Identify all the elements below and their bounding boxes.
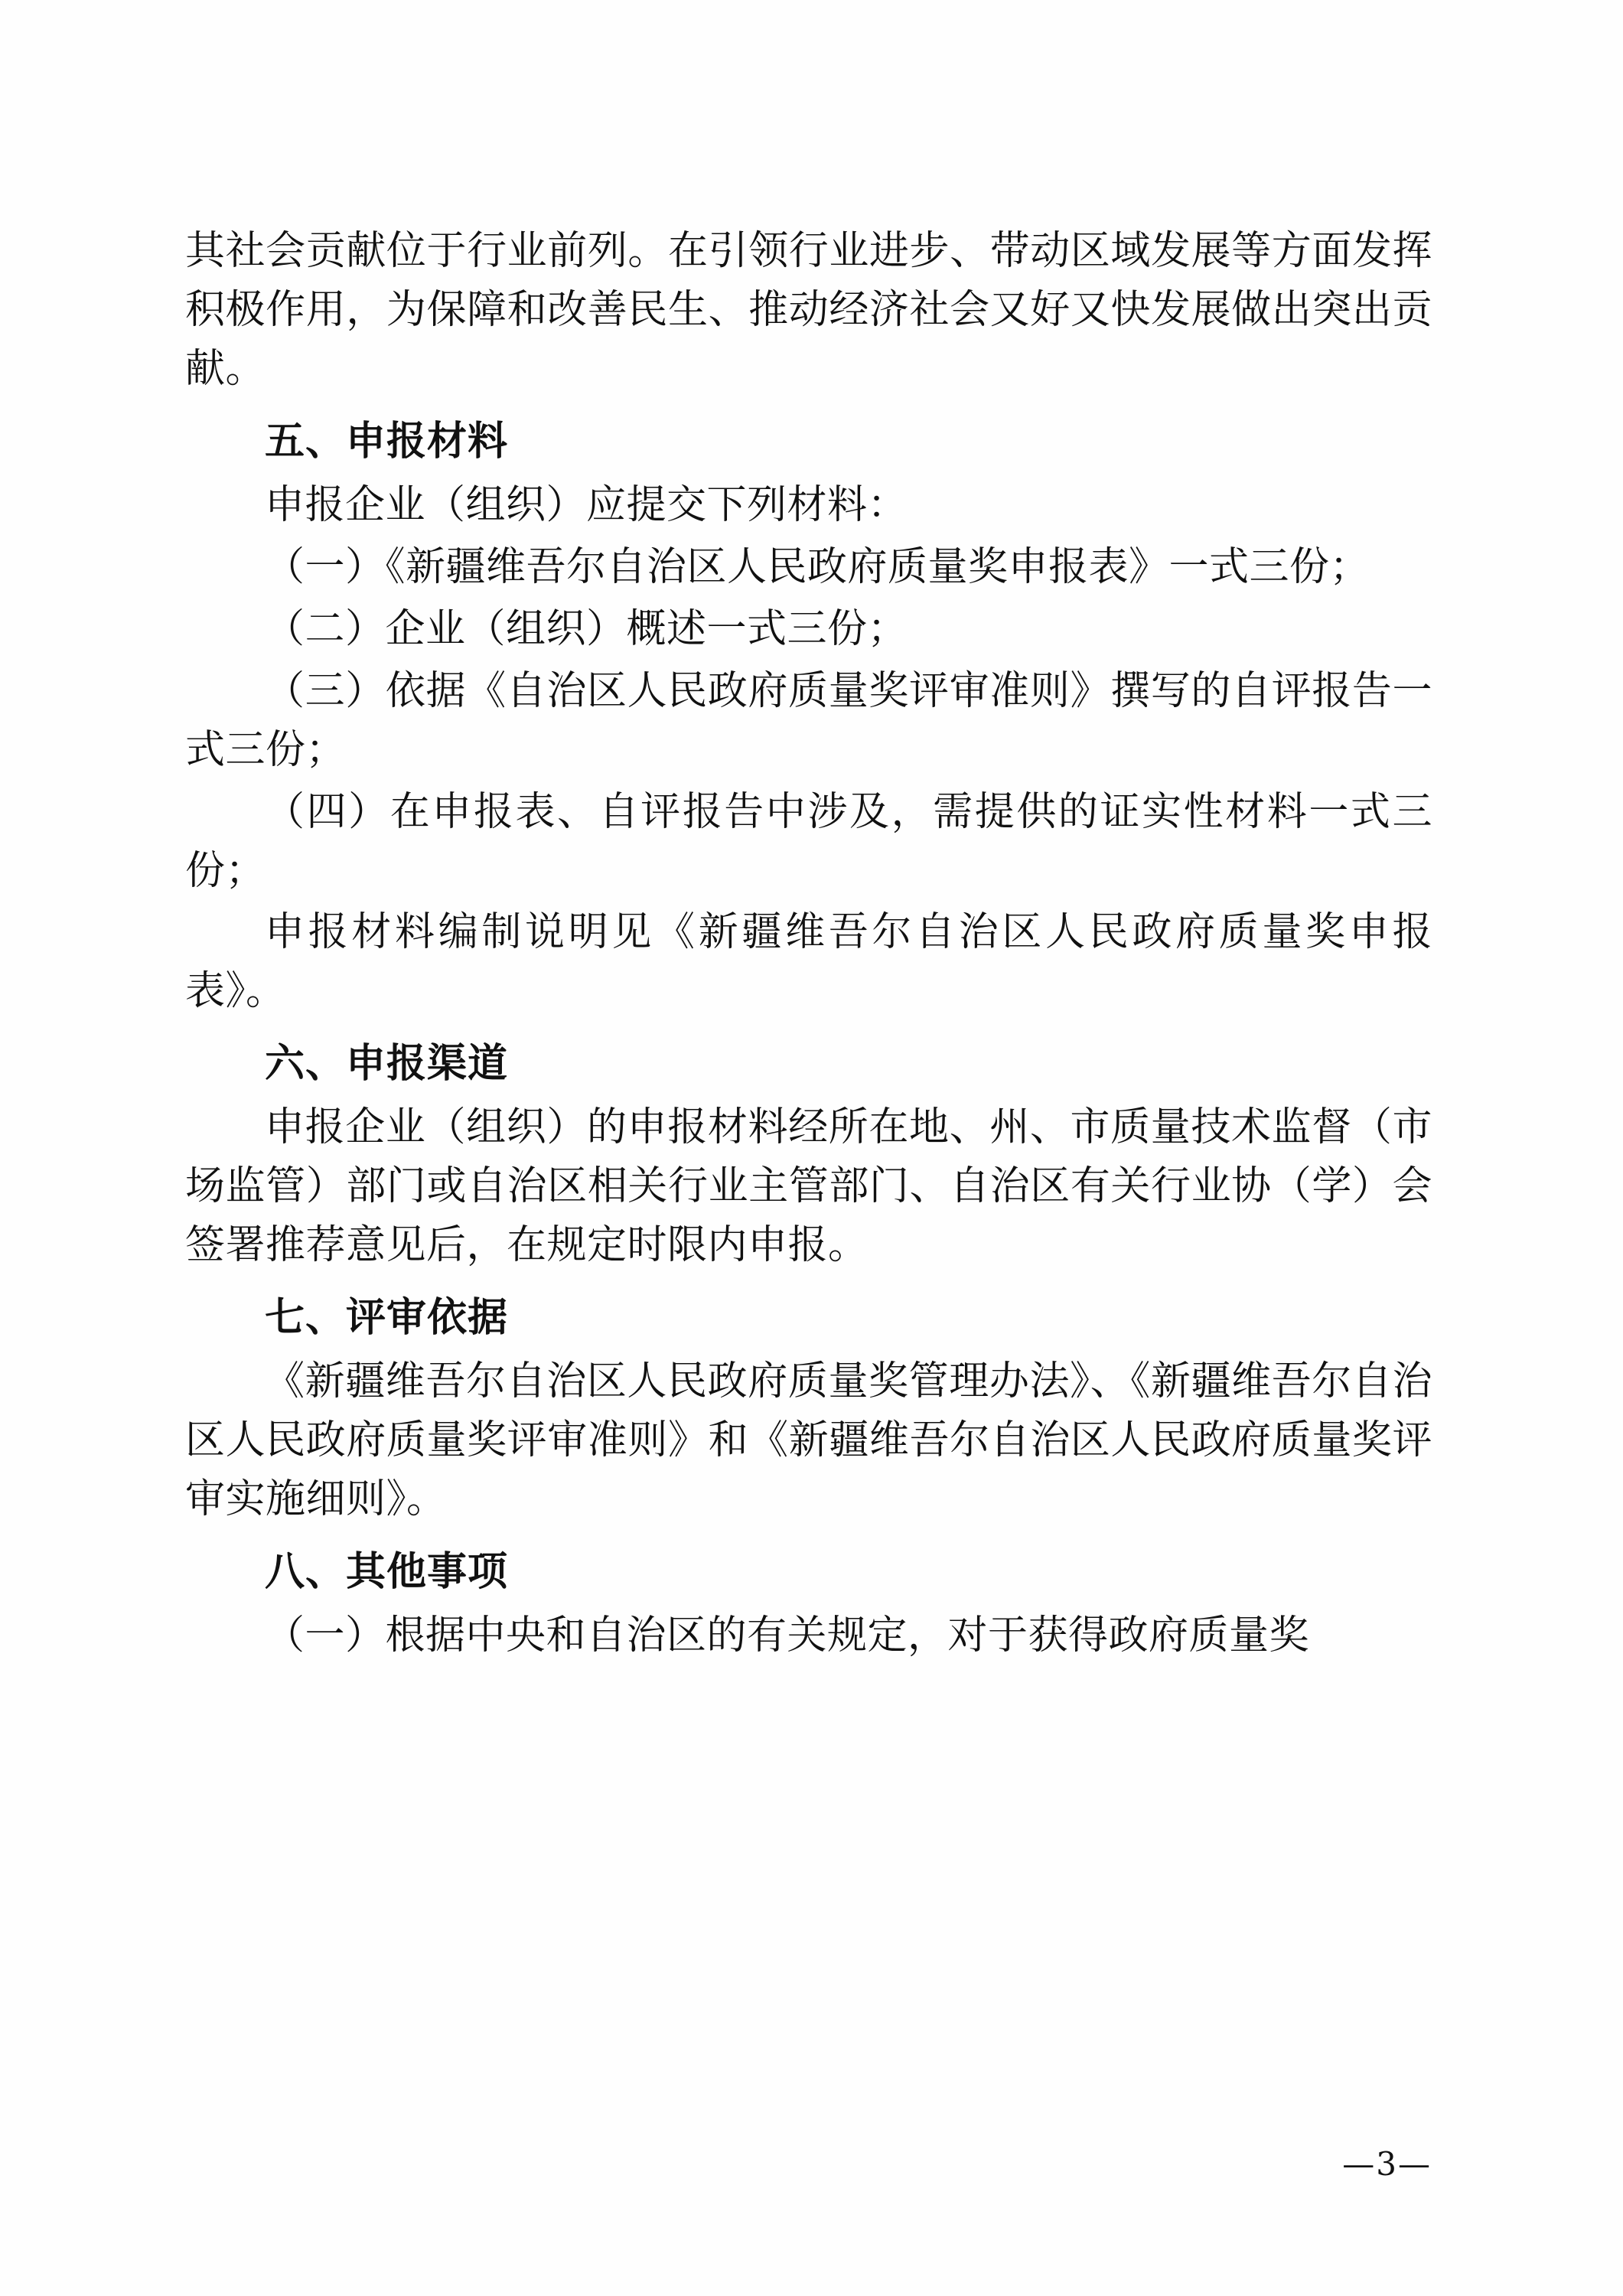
section-5-paragraph-2: （一）《新疆维吾尔自治区人民政府质量奖申报表》一式三份； <box>265 543 1370 590</box>
paragraph-opening: 其社会贡献位于行业前列。在引领行业进步、带动区域发展等方面发挥积极作用，为保障和改善民生、推动经济社会又好又快发展做出突出贡献。 <box>185 228 1432 392</box>
section-heading-6: 六、申报渠道 <box>265 1041 509 1088</box>
document-body <box>185 222 1432 1668</box>
section-heading-8: 八、其他事项 <box>265 1549 509 1596</box>
section-7-paragraph-1: 《新疆维吾尔自治区人民政府质量奖管理办法》、《新疆维吾尔自治区人民政府质量奖评审准则》和《新疆维吾尔自治区人民政府质量奖评审实施细则》。 <box>185 1358 1432 1523</box>
section-8-paragraph-1: （一）根据中央和自治区的有关规定，对于获得政府质量奖 <box>265 1612 1310 1658</box>
section-5-paragraph-1: 申报企业（组织）应提交下列材料： <box>265 481 908 528</box>
section-5-paragraph-3: （二）企业（组织）概述一式三份； <box>265 605 908 652</box>
section-5-paragraph-6: 申报材料编制说明见《新疆维吾尔自治区人民政府质量奖申报表》。 <box>185 909 1432 1015</box>
section-5-paragraph-5: （四）在申报表、自评报告中涉及，需提供的证实性材料一式三份； <box>185 788 1432 894</box>
section-heading-5: 五、申报材料 <box>265 418 509 465</box>
section-5-paragraph-4: （三）依据《自治区人民政府质量奖评审准则》撰写的自评报告一式三份； <box>185 667 1432 773</box>
section-heading-7: 七、评审依据 <box>265 1295 509 1342</box>
page-number: —3— <box>1342 2145 1432 2183</box>
section-6-paragraph-1: 申报企业（组织）的申报材料经所在地、州、市质量技术监督（市场监管）部门或自治区相关行业主管部门、自治区有关行业协（学）会签署推荐意见后，在规定时限内申报。 <box>185 1104 1432 1269</box>
